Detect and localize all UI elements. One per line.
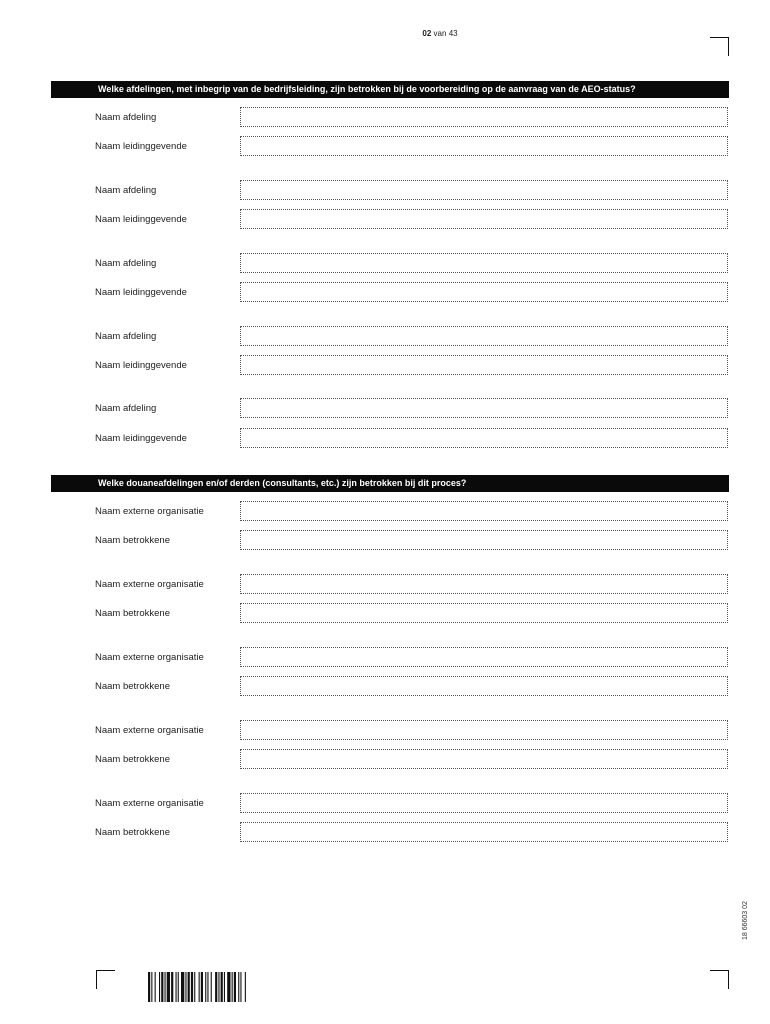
- external-org-row-1: [0, 501, 770, 523]
- department-name-label: Naam afdeling: [95, 185, 157, 196]
- barcode-stripe: [215, 972, 217, 1002]
- department-name-row-1: [0, 107, 770, 129]
- barcode-stripe: [185, 972, 186, 1002]
- barcode-stripe: [218, 972, 219, 1002]
- manager-name-row-1: [0, 136, 770, 158]
- manager-name-label: Naam leidinggevende: [95, 360, 187, 371]
- external-org-field-1[interactable]: [240, 501, 728, 521]
- barcode: [148, 972, 316, 1002]
- manager-name-field-5[interactable]: [240, 428, 728, 448]
- barcode-stripe: [207, 972, 208, 1002]
- external-org-label: Naam externe organisatie: [95, 579, 204, 590]
- department-name-row-3: [0, 253, 770, 275]
- barcode-stripe: [227, 972, 230, 1002]
- barcode-stripe: [205, 972, 206, 1002]
- crop-mark-bottom-right: [710, 970, 729, 989]
- form-code: 18 66603 02: [742, 901, 749, 940]
- external-org-label: Naam externe organisatie: [95, 652, 204, 663]
- involved-person-row-4: [0, 749, 770, 771]
- involved-person-row-5: [0, 822, 770, 844]
- external-org-field-3[interactable]: [240, 647, 728, 667]
- barcode-stripe: [155, 972, 156, 1002]
- section-external-parties-header: Welke douaneafdelingen en/of derden (consultants, etc.) zijn betrokken bij dit proces?: [51, 475, 729, 492]
- barcode-stripe: [221, 972, 223, 1002]
- barcode-stripe: [188, 972, 190, 1002]
- barcode-stripe: [159, 972, 160, 1002]
- external-org-label: Naam externe organisatie: [95, 798, 204, 809]
- involved-person-label: Naam betrokkene: [95, 754, 170, 765]
- manager-name-row-4: [0, 355, 770, 377]
- involved-person-row-2: [0, 603, 770, 625]
- manager-name-field-2[interactable]: [240, 209, 728, 229]
- crop-mark-bottom-left: [96, 970, 115, 989]
- manager-name-field-3[interactable]: [240, 282, 728, 302]
- manager-name-label: Naam leidinggevende: [95, 433, 187, 444]
- department-name-field-3[interactable]: [240, 253, 728, 273]
- external-org-label: Naam externe organisatie: [95, 506, 204, 517]
- barcode-stripe: [224, 972, 225, 1002]
- external-org-field-5[interactable]: [240, 793, 728, 813]
- department-name-field-2[interactable]: [240, 180, 728, 200]
- barcode-stripe: [194, 972, 195, 1002]
- barcode-stripe: [201, 972, 203, 1002]
- manager-name-label: Naam leidinggevende: [95, 287, 187, 298]
- barcode-stripe: [176, 972, 177, 1002]
- department-name-label: Naam afdeling: [95, 403, 157, 414]
- external-org-row-2: [0, 574, 770, 596]
- involved-person-label: Naam betrokkene: [95, 535, 170, 546]
- department-name-row-5: [0, 398, 770, 420]
- barcode-stripe: [167, 972, 170, 1002]
- department-name-row-4: [0, 326, 770, 348]
- barcode-stripe: [232, 972, 233, 1002]
- barcode-stripe: [148, 972, 150, 1002]
- involved-person-field-1[interactable]: [240, 530, 728, 550]
- department-name-field-1[interactable]: [240, 107, 728, 127]
- department-name-field-4[interactable]: [240, 326, 728, 346]
- department-name-label: Naam afdeling: [95, 258, 157, 269]
- external-org-field-2[interactable]: [240, 574, 728, 594]
- manager-name-row-2: [0, 209, 770, 231]
- manager-name-field-1[interactable]: [240, 136, 728, 156]
- involved-person-field-3[interactable]: [240, 676, 728, 696]
- external-org-row-5: [0, 793, 770, 815]
- barcode-stripe: [181, 972, 184, 1002]
- section-departments-header: Welke afdelingen, met inbegrip van de bedrijfsleiding, zijn betrokken bij de voorbereiding op de aanvraag van de AEO-status?: [51, 81, 729, 98]
- external-org-row-4: [0, 720, 770, 742]
- page-total: 43: [448, 29, 458, 38]
- manager-name-label: Naam leidinggevende: [95, 214, 187, 225]
- barcode-stripe: [245, 972, 246, 1002]
- involved-person-field-4[interactable]: [240, 749, 728, 769]
- external-org-row-3: [0, 647, 770, 669]
- department-name-label: Naam afdeling: [95, 112, 157, 123]
- barcode-stripe: [234, 972, 236, 1002]
- involved-person-row-1: [0, 530, 770, 552]
- barcode-stripe: [199, 972, 200, 1002]
- involved-person-label: Naam betrokkene: [95, 608, 170, 619]
- involved-person-row-3: [0, 676, 770, 698]
- barcode-stripe: [151, 972, 152, 1002]
- manager-name-row-5: [0, 428, 770, 450]
- involved-person-label: Naam betrokkene: [95, 681, 170, 692]
- barcode-stripe: [211, 972, 212, 1002]
- page-separator: van: [433, 29, 447, 38]
- department-name-field-5[interactable]: [240, 398, 728, 418]
- manager-name-row-3: [0, 282, 770, 304]
- barcode-stripe: [178, 972, 179, 1002]
- external-org-label: Naam externe organisatie: [95, 725, 204, 736]
- page-current: 02: [422, 29, 432, 38]
- department-name-row-2: [0, 180, 770, 202]
- manager-name-field-4[interactable]: [240, 355, 728, 375]
- barcode-stripe: [161, 972, 163, 1002]
- manager-name-label: Naam leidinggevende: [95, 141, 187, 152]
- department-name-label: Naam afdeling: [95, 331, 157, 342]
- barcode-stripe: [191, 972, 193, 1002]
- external-org-field-4[interactable]: [240, 720, 728, 740]
- barcode-stripe: [165, 972, 166, 1002]
- barcode-stripe: [171, 972, 173, 1002]
- involved-person-label: Naam betrokkene: [95, 827, 170, 838]
- barcode-stripe: [238, 972, 239, 1002]
- involved-person-field-2[interactable]: [240, 603, 728, 623]
- page-number: [0, 29, 770, 38]
- involved-person-field-5[interactable]: [240, 822, 728, 842]
- crop-mark-top-right: [710, 37, 729, 56]
- barcode-stripe: [240, 972, 241, 1002]
